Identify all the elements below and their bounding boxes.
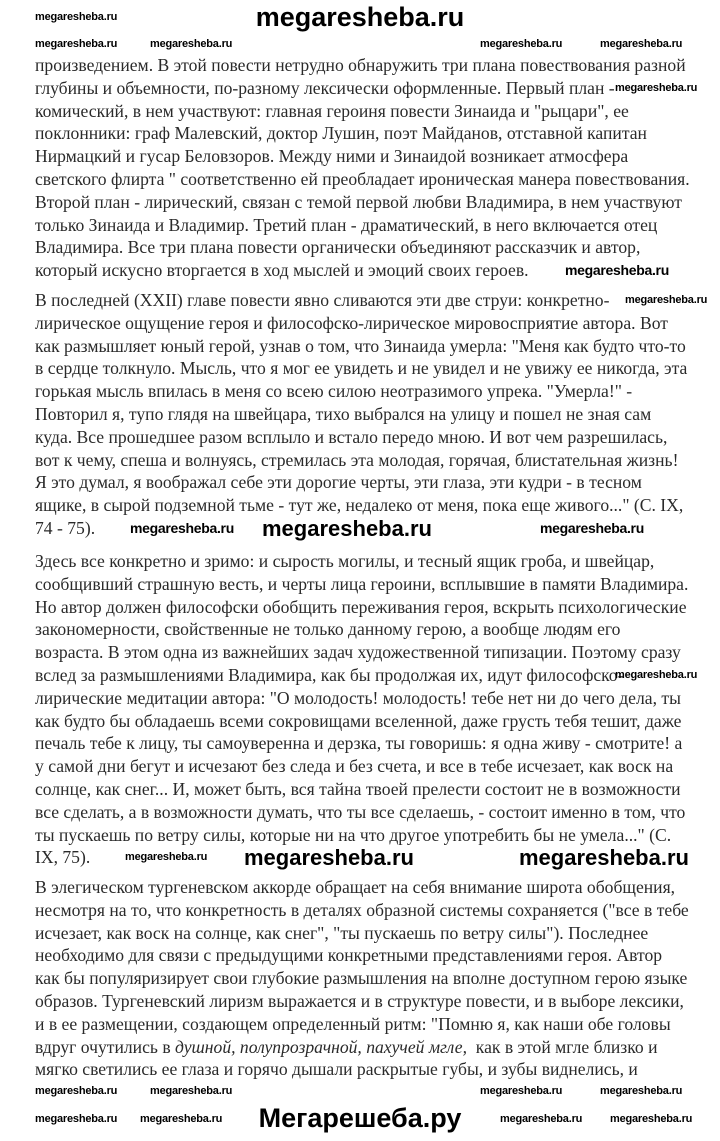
paragraph-3 (35, 550, 688, 869)
text-line: как бы популяризирует свои глубокие размышления на вполне доступном герою языке (35, 968, 688, 989)
text-line: Но автор должен философски обобщить переживания героя, вскрыть психологические (35, 596, 687, 617)
watermark: megaresheba.ru (610, 1113, 693, 1125)
text-line: горькая мысль впилась в меня со всею силою неотразимого упрека. "Умерла!" - (35, 381, 633, 402)
text-line: ты пускаешь по ветру силы, которые ни на что другое употребить бы не умела..." (С. (35, 824, 672, 845)
watermark: megaresheba.ru (140, 1113, 223, 1125)
text-line: Нирмацкий и гусар Беловзоров. Между ними и Зинаидой возникает атмосфера (35, 146, 629, 167)
watermark: megaresheba.ru (565, 262, 669, 278)
watermark: megaresheba.ru (125, 851, 208, 863)
watermark: megaresheba.ru (35, 1085, 118, 1097)
text-line: Повторил я, тупо глядя на швейцара, тихо выбрался на улицу и пошел не зная сам (35, 403, 652, 424)
watermark: megaresheba.ru (600, 1085, 683, 1097)
text-segment: как в этой мгле близко и (467, 1036, 658, 1057)
text-line-italic (35, 1036, 658, 1059)
text-line: необходимо для связи с предыдущими конкретными представлениями героя. Автор (35, 945, 663, 966)
watermark: megaresheba.ru (625, 294, 708, 306)
text-line: поклонники: граф Малевский, доктор Лушин, поэт Майданов, отставной капитан (35, 123, 647, 144)
text-line: 74 - 75). (35, 517, 96, 538)
watermark: megaresheba.ru (35, 11, 118, 23)
text-line: и в ее размещении, создающем определенный ритм: "Помню я, как наши обе головы (35, 1013, 671, 1034)
watermark: megaresheba.ru (600, 38, 683, 50)
watermark: megaresheba.ru (35, 38, 118, 50)
text-line: вот к чему, спеша и волнуясь, стремилась эта молодая, горячая, блистательная жизнь! (35, 449, 679, 470)
text-line: Здесь все конкретно и зримо: и сырость могилы, и тесный ящик гроба, и швейцар, (35, 551, 655, 571)
italic-quote: душной, полупрозрачной, пахучей мгле, (175, 1036, 467, 1057)
text-line: произведением. В этой повести нетрудно обнаружить три плана повествования разной (35, 55, 686, 75)
text-line: светского флирта " соответственно ей преобладает ироническая манера повествования. (35, 168, 690, 189)
text-line: В элегическом тургеневском аккорде обращает на себя внимание широта обобщения, (35, 877, 676, 897)
watermark: megaresheba.ru (150, 38, 233, 50)
text-line: мягко светились ее глаза и горячо дышали раскрытые губы, и зубы виднелись, и (35, 1059, 638, 1080)
watermark: megaresheba.ru (480, 38, 563, 50)
paragraph-1 (35, 54, 690, 282)
text-line: образов. Тургеневский лиризм выражается и в структуре повести, и в выборе лексики, (35, 990, 684, 1011)
text-line: солнце, как снег... И, может быть, вся тайна твоей прелести состоит не в возможности (35, 778, 681, 799)
text-line: лирическое ощущение героя и философско-лирическое мировосприятие автора. Вот (35, 312, 668, 333)
site-header: megaresheba.ru (255, 2, 465, 32)
text-line: лирические медитации автора: "О молодость! молодость! тебе нет ни до чего дела, ты (35, 687, 681, 708)
watermark: megaresheba.ru (615, 82, 698, 94)
text-line: все сделать, а в возможности думать, что ты все сделаешь, - состоит именно в том, что (35, 801, 686, 822)
text-line: печаль тебе к лицу, ты самоуверенна и дерзка, ты говоришь: я одна живу - смотрите! а (35, 733, 683, 754)
text-line: комический, в нем участвуют: главная героиня повести Зинаида и "рыцари", ее (35, 100, 629, 121)
text-line: у самой дни бегут и исчезают без следа и без счета, и все в тебе исчезает, как воск на (35, 756, 674, 777)
text-line: глубины и объемности, по-разному лексически оформленные. Первый план - (35, 77, 615, 98)
text-line: Второй план - лирический, связан с темой первой любви Владимира, в нем участвуют (35, 191, 682, 212)
text-line: несмотря на то, что конкретность в деталях образной системы сохраняется ("все в тебе (35, 899, 689, 920)
watermark: megaresheba.ru (615, 669, 698, 681)
watermark: megaresheba.ru (262, 516, 432, 541)
text-line: сообщивший страшную весть, и черты лица героини, всплывшие в памяти Владимира. (35, 573, 689, 594)
watermark: megaresheba.ru (540, 520, 644, 536)
text-line: закономерности, свойственные не только данному герою, а вообще людям его (35, 619, 621, 640)
paragraph-4 (35, 876, 689, 1081)
text-line: как будто бы обладаешь всеми сокровищами вселенной, даже грусть тебя тешит, даже (35, 710, 682, 731)
text-line: как размышляет юный герой, узнав о том, что Зинаида умерла: "Меня как будто что-то (35, 335, 686, 356)
text-line: куда. Все прошедшее разом всплыло и встало передо мною. И вот чем разрешилась, (35, 426, 668, 447)
text-line: возраста. В этом одна из важнейших задач художественной типизации. Поэтому сразу (35, 642, 681, 663)
paragraph-2 (35, 289, 687, 540)
watermark: megaresheba.ru (130, 520, 234, 536)
text-line: В последней (XXII) главе повести явно сливаются эти две струи: конкретно- (35, 290, 610, 310)
text-line: IX, 75). (35, 847, 91, 868)
watermark: megaresheba.ru (244, 845, 414, 870)
text-line: вслед за размышлениями Владимира, как бы продолжая их, идут философско- (35, 664, 624, 685)
watermark: megaresheba.ru (150, 1085, 233, 1097)
site-footer: Мегарешеба.ру (258, 1103, 462, 1133)
text-line: исчезает, как воск на солнце, как снег", "ты пускаешь по ветру силы"). Последнее (35, 922, 649, 943)
text-line: только Зинаида и Владимир. Третий план - драматический, в него включается отец (35, 214, 658, 235)
text-line: Владимира. Все три плана повести органически объединяют рассказчик и автор, (35, 237, 641, 258)
text-segment: вдруг очутились в (35, 1036, 176, 1057)
text-line: Я это думал, я воображал себе эти дорогие черты, эти глаза, эти кудри - в тесном (35, 472, 642, 493)
watermark: megaresheba.ru (480, 1085, 563, 1097)
text-line: в сердце толкнуло. Мысль, что я мог ее увидеть и не увидел и не увижу ее никогда, эта (35, 358, 688, 379)
text-line: который искусно вторгается в ход мыслей и эмоций своих героев. (35, 260, 529, 281)
watermark: megaresheba.ru (35, 1113, 118, 1125)
watermark: megaresheba.ru (519, 845, 689, 870)
text-line: ящике, в сырой подземной тьме - тут же, недалеко от меня, пока еще живого..." (С. IX, (35, 495, 684, 516)
watermark: megaresheba.ru (500, 1113, 583, 1125)
